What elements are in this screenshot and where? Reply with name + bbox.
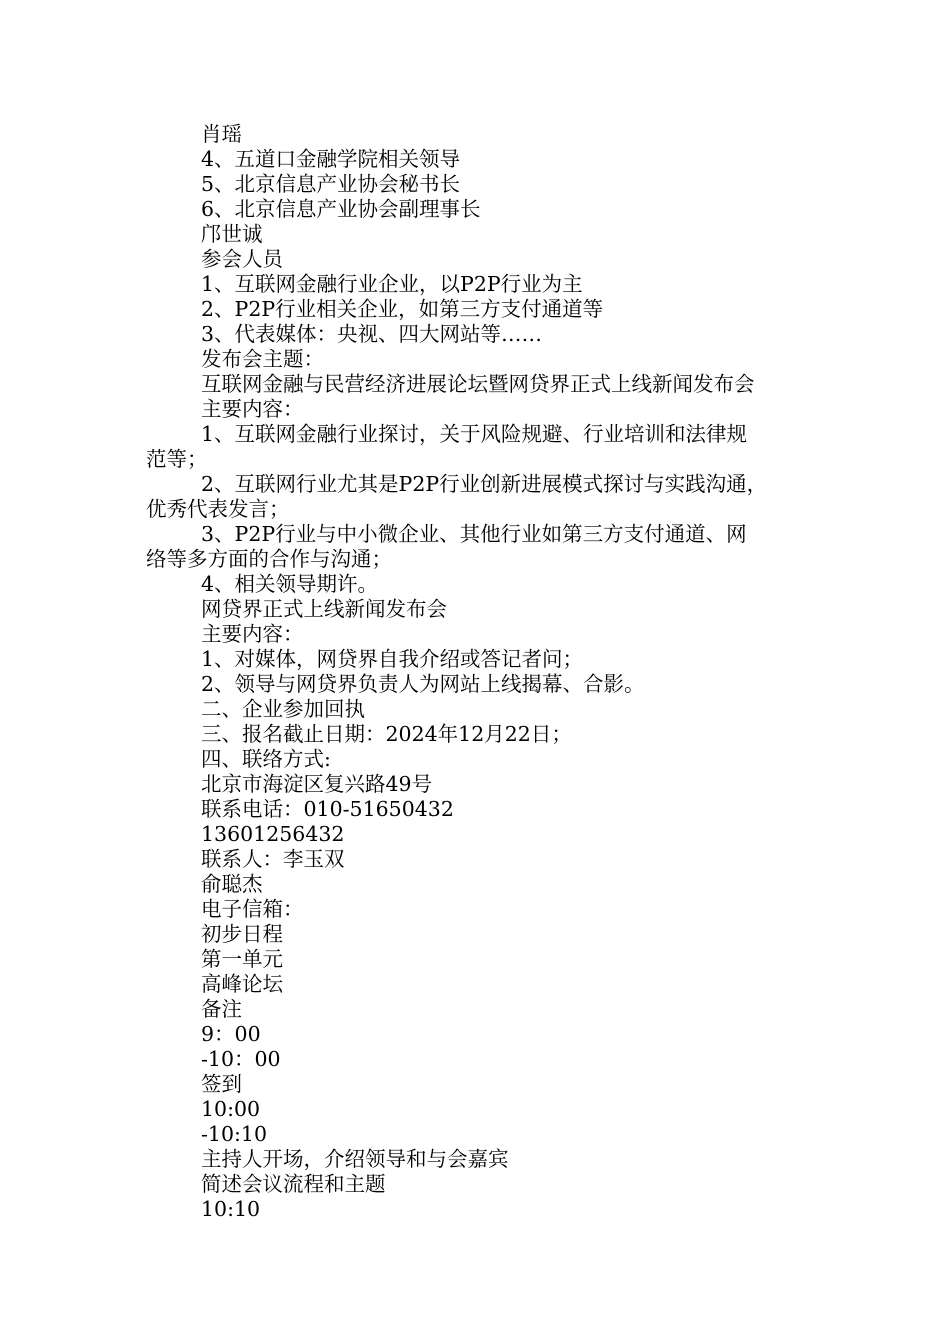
text-line: 网贷界正式上线新闻发布会 (201, 597, 447, 621)
text-line: 四、联络方式: (201, 747, 331, 771)
text-line: 俞聪杰 (201, 872, 263, 896)
text-line: 主持人开场，介绍领导和与会嘉宾 (201, 1147, 509, 1171)
text-line: 10:00 (201, 1097, 261, 1121)
text-line: 北京市海淀区复兴路49号 (201, 772, 433, 796)
text-line: 5、北京信息产业协会秘书长 (201, 172, 461, 196)
text-line: 主要内容： (201, 397, 304, 421)
text-line-continuation: 优秀代表发言； (146, 497, 290, 521)
text-line: 电子信箱： (201, 897, 304, 921)
text-line: 备注 (201, 997, 242, 1021)
text-line: 签到 (201, 1072, 242, 1096)
text-line: 简述会议流程和主题 (201, 1172, 386, 1196)
text-line: 参会人员 (201, 247, 283, 271)
text-line: 1、对媒体，网贷界自我介绍或答记者问； (201, 647, 584, 671)
text-line: 6、北京信息产业协会副理事长 (201, 197, 481, 221)
text-line: 3、代表媒体：央视、四大网站等…… (201, 322, 543, 346)
text-line: 4、五道口金融学院相关领导 (201, 147, 461, 171)
text-line: -10:10 (201, 1122, 268, 1146)
text-line: 肖瑶 (201, 122, 242, 146)
text-line: 互联网金融与民营经济进展论坛暨网贷界正式上线新闻发布会 (201, 372, 755, 396)
text-line: 邝世诚 (201, 222, 263, 246)
text-line: 联系电话：010-51650432 (201, 797, 454, 821)
text-line: 2、领导与网贷界负责人为网站上线揭幕、合影。 (201, 672, 645, 696)
text-line: 4、相关领导期许。 (201, 572, 379, 596)
text-line: 联系人：李玉双 (201, 847, 345, 871)
text-line-continuation: 范等； (146, 447, 208, 471)
text-line: 1、互联网金融行业企业，以P2P行业为主 (201, 272, 583, 296)
text-line-continuation: 络等多方面的合作与沟通； (146, 547, 392, 571)
text-line: 二、企业参加回执 (201, 697, 365, 721)
text-line: 主要内容： (201, 622, 304, 646)
text-line: 发布会主题： (201, 347, 324, 371)
text-line: 初步日程 (201, 922, 283, 946)
text-line: 13601256432 (201, 822, 345, 846)
text-line: 三、报名截止日期：2024年12月22日； (201, 722, 572, 746)
text-line: 2、互联网行业尤其是P2P行业创新进展模式探讨与实践沟通， (201, 472, 768, 496)
text-line: -10：00 (201, 1047, 281, 1071)
text-line: 2、P2P行业相关企业，如第三方支付通道等 (201, 297, 604, 321)
document-body (0, 122, 950, 1222)
text-line: 1、互联网金融行业探讨，关于风险规避、行业培训和法律规 (201, 422, 748, 446)
text-line: 10:10 (201, 1197, 261, 1221)
text-line: 9：00 (201, 1022, 261, 1046)
text-line: 高峰论坛 (201, 972, 283, 996)
text-line: 第一单元 (201, 947, 283, 971)
text-line: 3、P2P行业与中小微企业、其他行业如第三方支付通道、网 (201, 522, 747, 546)
